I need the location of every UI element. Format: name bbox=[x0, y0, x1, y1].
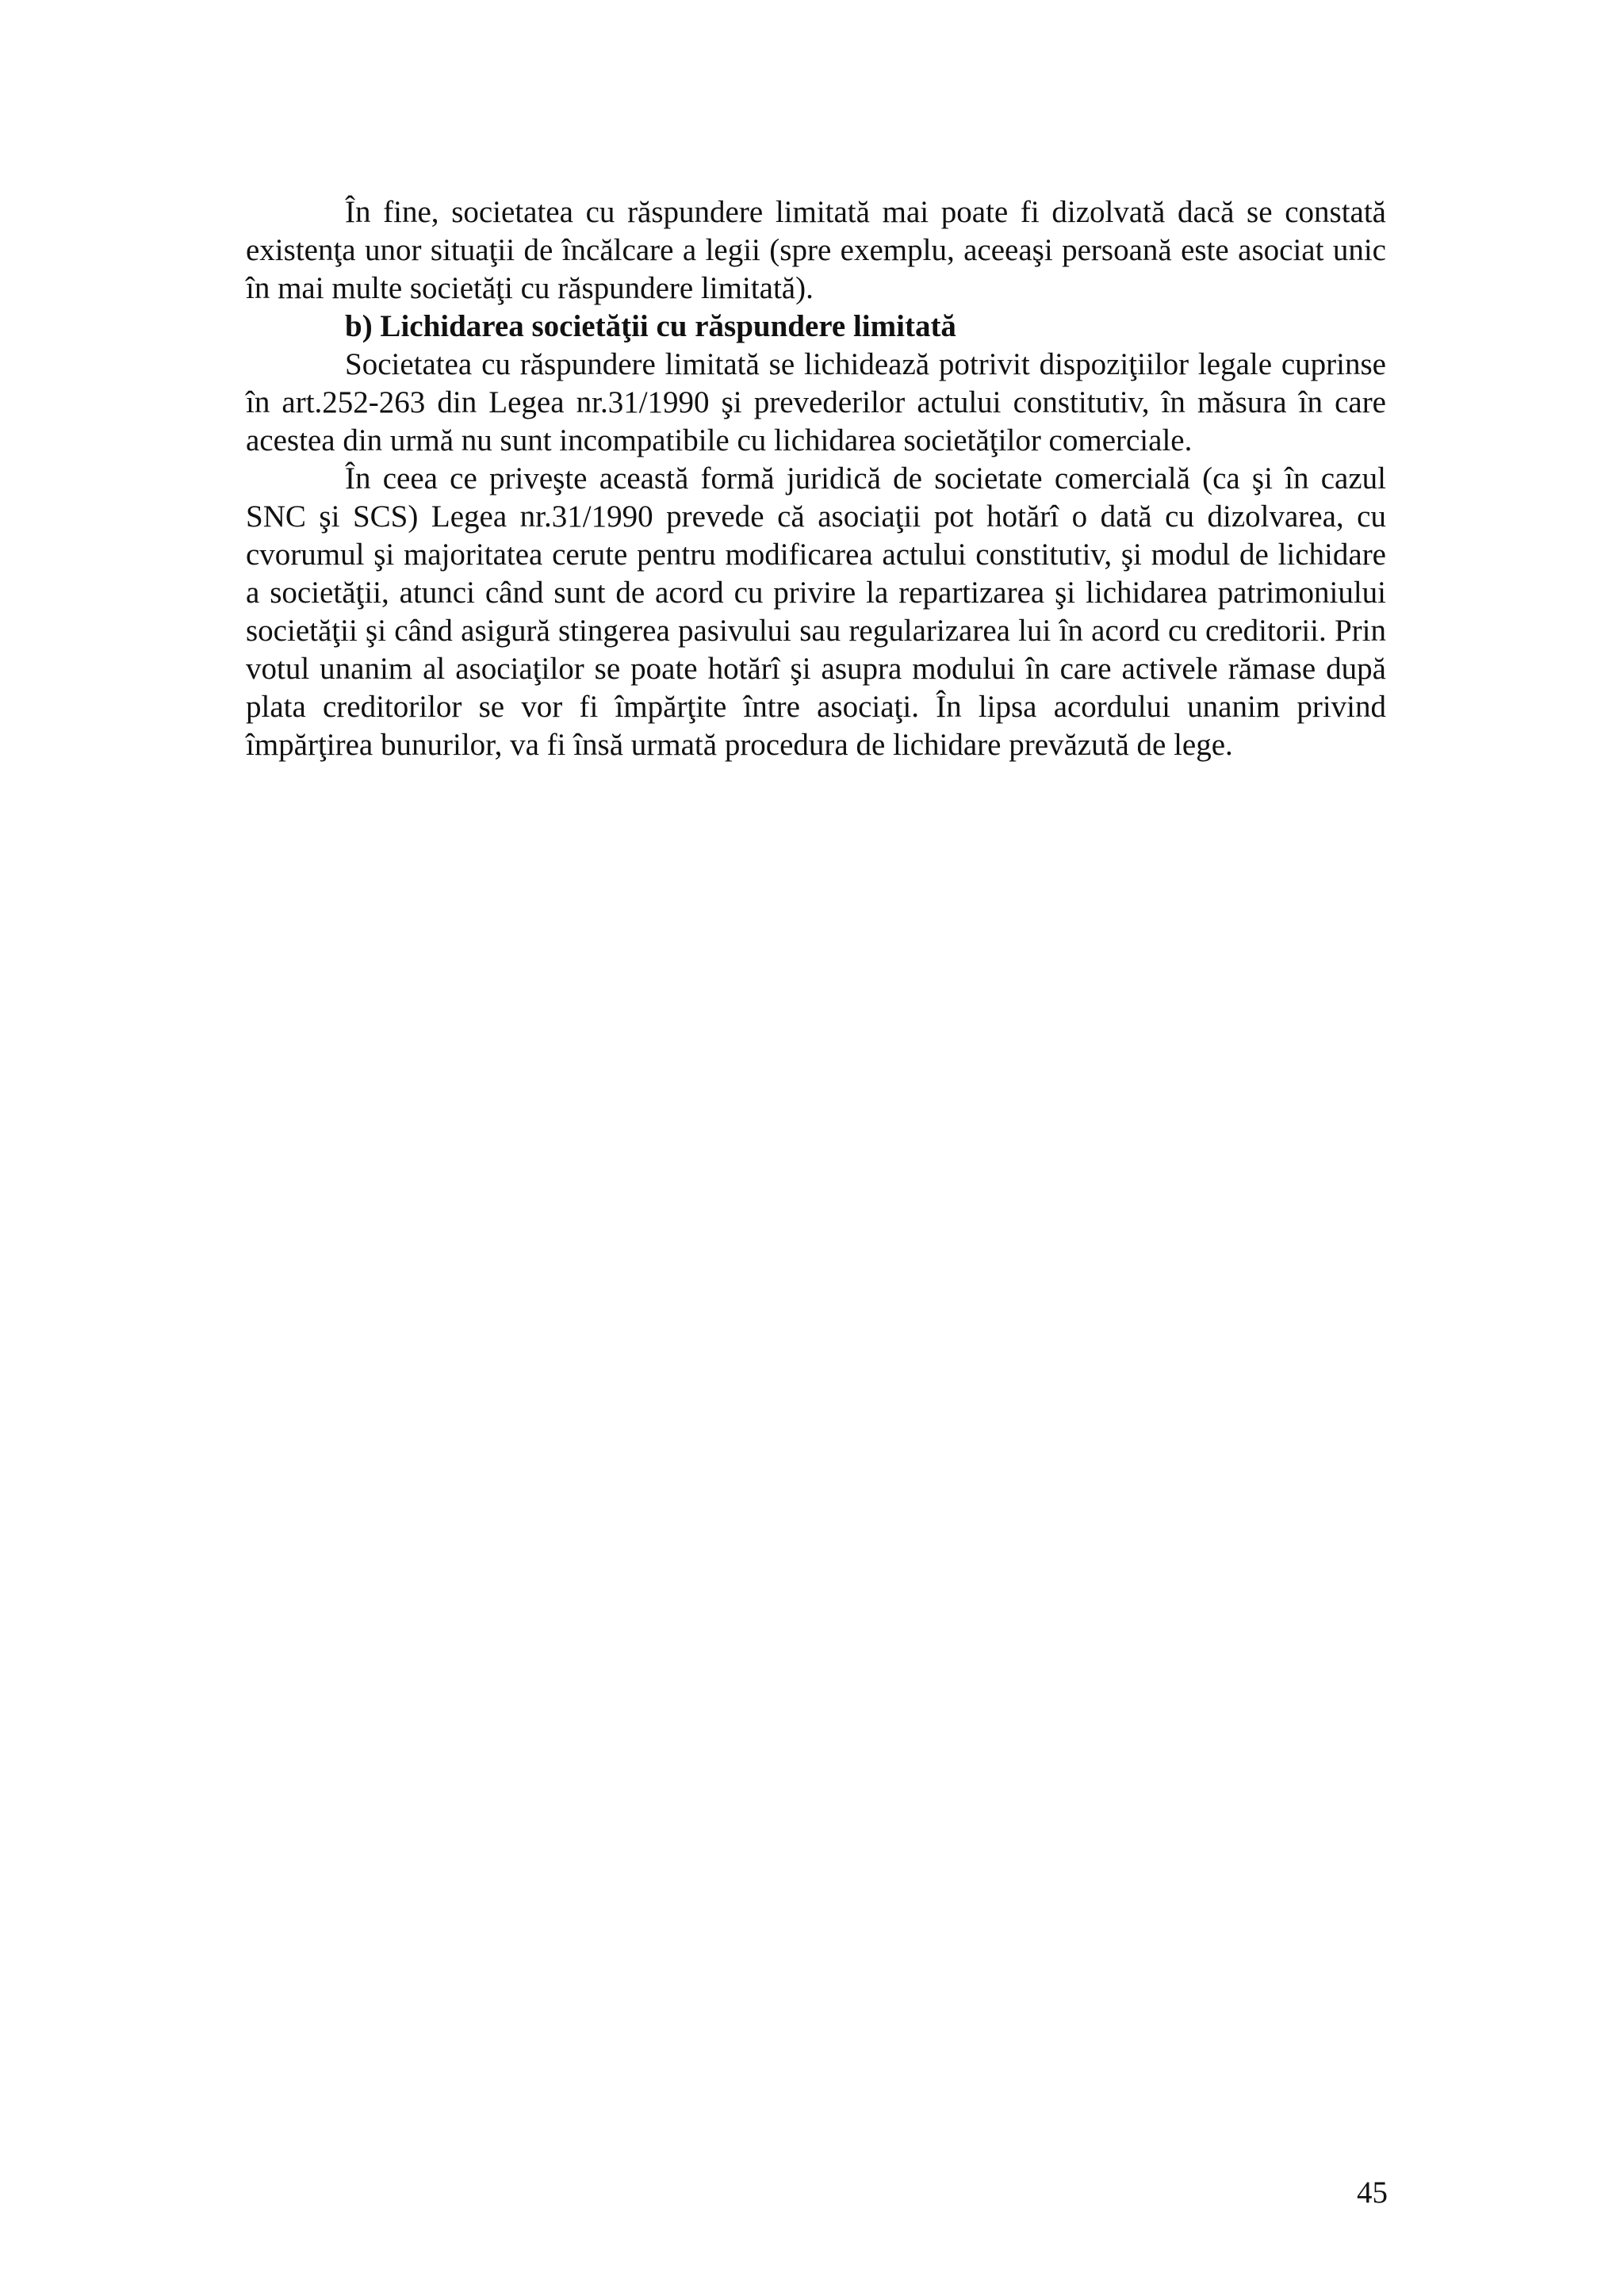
page-content bbox=[246, 193, 1386, 764]
section-heading: b) Lichidarea societăţii cu răspundere limitată bbox=[345, 309, 956, 343]
paragraph-liquidation-law: Societatea cu răspundere limitată se lichidează potrivit dispoziţiilor legale cuprinse în art.252-263 din Legea nr.31/1990 şi prevederilor actului constitutiv, în măsura în care acestea din urmă nu sunt incompatibile cu lichidarea societăţilor comerciale. bbox=[246, 347, 1386, 457]
paragraph-dissolution: În fine, societatea cu răspundere limitată mai poate fi dizolvată dacă se constată existenţa unor situaţii de încălcare a legii (spre exemplu, aceeaşi persoană este asociat unic în mai multe societăţi cu răspundere limitată). bbox=[246, 195, 1386, 305]
paragraph-liquidation-procedure: În ceea ce priveşte această formă juridică de societate comercială (ca şi în cazul SNC şi SCS) Legea nr.31/1990 prevede că asociaţii pot hotărî o dată cu dizolvarea, cu cvorumul şi majoritatea cerute pentru modificarea actului constitutiv, şi modul de lichidare a societăţii, atunci când sunt de acord cu privire la repartizarea şi lichidarea patrimoniului societăţii şi când asigură stingerea pasivului sau regularizarea lui în acord cu creditorii. Prin votul unanim al asociaţilor se poate hotărî şi asupra modului în care activele rămase după plata creditorilor se vor fi împărţite între asociaţi. În lipsa acordului unanim privind împărţirea bunurilor, va fi însă urmată procedura de lichidare prevăzută de lege. bbox=[246, 461, 1386, 762]
page-number: 45 bbox=[1357, 2175, 1388, 2210]
